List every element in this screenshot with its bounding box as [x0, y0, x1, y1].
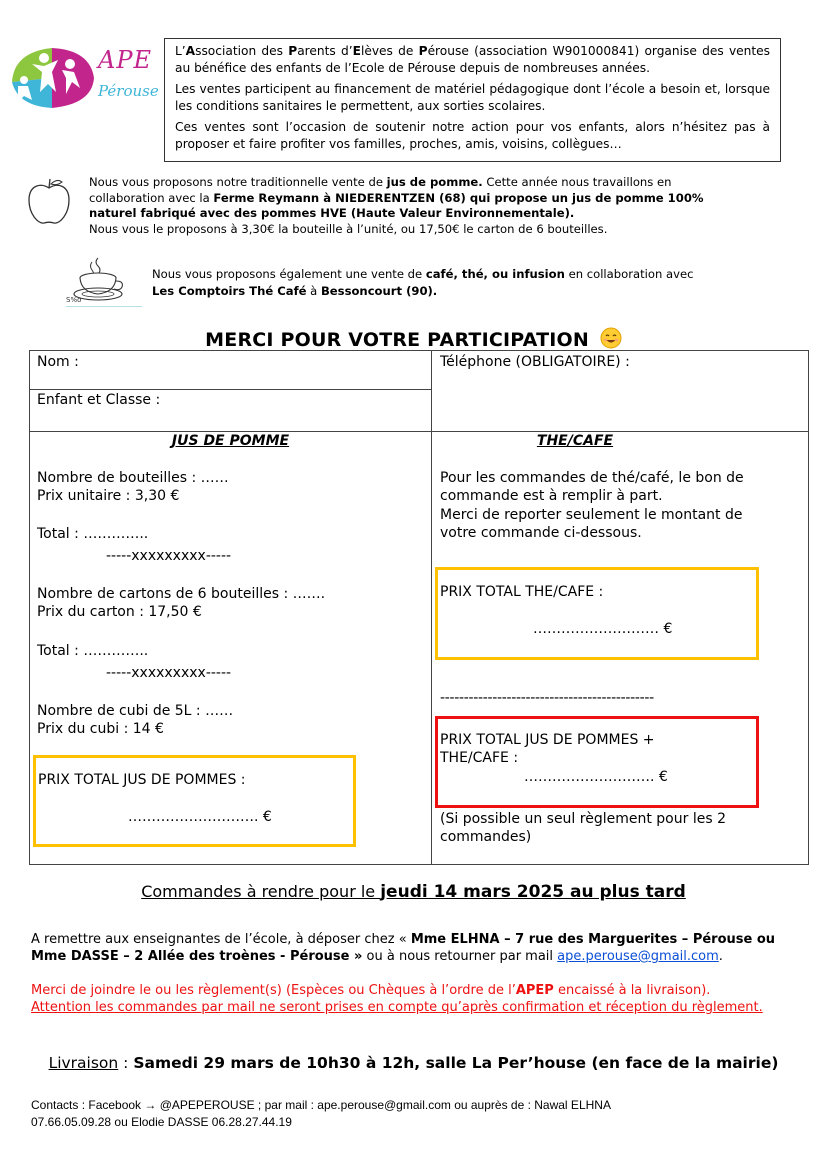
the-info-line: commande est à remplir à part.	[440, 488, 663, 504]
nom-field[interactable]: Nom :	[37, 354, 79, 370]
apple-icon	[26, 176, 72, 226]
separator: -----xxxxxxxxx-----	[106, 548, 232, 564]
contacts-line: Contacts : Facebook → @APEPEROUSE ; par mail : ape.perouse@gmail.com ou auprès de : Nawal ELHNA	[31, 1098, 611, 1112]
grand-total-label: PRIX TOTAL JUS DE POMMES +	[440, 732, 655, 748]
grand-total-value[interactable]: ………………………. €	[524, 769, 668, 785]
telephone-field[interactable]: Téléphone (OBLIGATOIRE) :	[440, 354, 630, 370]
total-the-label: PRIX TOTAL THE/CAFE :	[440, 584, 604, 600]
total-cartons-field[interactable]: Total : …………..	[37, 643, 149, 659]
intro-paragraph-2: Les ventes participent au financement de matériel pédagogique dont l’école a besoin et, lorsque les conditions sanitaires le permettent, aux sorties scolaires.	[175, 82, 770, 113]
total-the-value[interactable]: ……………………… €	[533, 621, 673, 637]
prix-carton: Prix du carton : 17,50 €	[37, 604, 202, 620]
ape-logo-icon	[8, 42, 98, 112]
apple-juice-description: Nous vous proposons notre traditionnelle vente de jus de pomme. Cette année nous travaillons en collaboration avec la Ferme Reymann à NIEDERENTZEN (68) qui propose un jus de pomme 100% naturel fabriqué avec des pommes HVE (Haute Valeur Environnementale). Nous vous le proposons à 3,30€ la bouteille à l’unité, ou 17,50€ le carton de 6 bouteilles.	[89, 175, 704, 236]
divider	[66, 306, 142, 307]
contacts-line: 07.66.05.09.28 ou Elodie DASSE 06.28.27.44.19	[31, 1114, 292, 1129]
smiley-icon	[600, 327, 622, 349]
jus-de-pomme-heading: JUS DE POMME	[171, 433, 290, 449]
intro-paragraph-3: Ces ventes sont l’occasion de soutenir notre action pour vos enfants, alors n’hésitez pas à proposer et faire profiter vos familles, proches, amis, voisins, collègues…	[175, 120, 770, 151]
prix-unitaire: Prix unitaire : 3,30 €	[37, 488, 180, 504]
nombre-cartons-field[interactable]: Nombre de cartons de 6 bouteilles : …….	[37, 586, 326, 602]
mail-warning: Attention les commandes par mail ne seront prises en compte qu’après confirmation et réception du règlement.	[31, 1000, 763, 1015]
intro-paragraph-1: L’Association des Parents d’Elèves de Pérouse (association W901000841) organise des ventes au bénéfice des enfants de l’Ecole de Pérouse depuis de nombreuses années.	[175, 44, 771, 75]
drop-off-instructions: A remettre aux enseignantes de l’école, à déposer chez « Mme ELHNA – 7 rue des Marguerites – Pérouse ou Mme DASSE – 2 Allée des troènes - Pérouse » ou à nous retourner par mail ape.perouse@gmail.com.	[31, 932, 776, 964]
grand-total-label: THE/CAFE :	[440, 750, 519, 766]
reglement-note: commandes)	[440, 829, 532, 845]
deadline: Commandes à rendre pour le jeudi 14 mars 2025 au plus tard	[141, 882, 686, 902]
column-divider	[431, 351, 432, 864]
row-divider	[30, 389, 431, 390]
row-divider	[30, 431, 808, 432]
coffee-cup-icon	[64, 256, 128, 306]
nombre-bouteilles-field[interactable]: Nombre de bouteilles : ……	[37, 470, 229, 486]
ape-logo	[8, 42, 163, 112]
total-jus-label: PRIX TOTAL JUS DE POMMES :	[38, 772, 246, 788]
total-jus-value[interactable]: ………………………. €	[128, 809, 272, 825]
enfant-classe-field[interactable]: Enfant et Classe :	[37, 392, 161, 408]
prix-cubi: Prix du cubi : 14 €	[37, 721, 164, 737]
total-jus-box[interactable]	[33, 755, 356, 847]
logo-perouse-text: Pérouse	[98, 82, 159, 100]
contacts	[31, 1097, 811, 1130]
the-cafe-heading: THE/CAFE	[536, 433, 614, 449]
grand-total-box[interactable]	[435, 716, 759, 808]
order-form	[29, 350, 809, 865]
total-the-box[interactable]	[435, 567, 759, 660]
logo-ape-text: APE	[98, 46, 152, 74]
intro-box	[164, 38, 781, 162]
payment-instructions: Merci de joindre le ou les règlement(s) (Espèces ou Chèques à l’ordre de l’APEP encaissé à la livraison). Attention les commandes par mail ne seront prises en compte qu’après confirmation et réception du règlement.	[31, 983, 763, 1015]
separator: ---------------------------------------------	[440, 690, 654, 706]
nombre-cubi-field[interactable]: Nombre de cubi de 5L : ……	[37, 703, 234, 719]
total-bouteilles-field[interactable]: Total : …………..	[37, 526, 149, 542]
reglement-note: (Si possible un seul règlement pour les 2	[440, 811, 726, 827]
the-info-line: votre commande ci-dessous.	[440, 525, 642, 541]
page-title: MERCI POUR VOTRE PARTICIPATION	[0, 327, 827, 351]
the-info-line: Pour les commandes de thé/café, le bon de	[440, 470, 744, 486]
cafe-description: Nous vous proposons également une vente de café, thé, ou infusion en collaboration avec Les Comptoirs Thé Café à Bessoncourt (90).	[152, 267, 694, 298]
the-info-line: Merci de reporter seulement le montant de	[440, 507, 743, 523]
delivery-info: Livraison : Samedi 29 mars de 10h30 à 12h, salle La Per’house (en face de la mairie)	[48, 1054, 779, 1072]
email-link[interactable]: ape.perouse@gmail.com	[557, 949, 719, 964]
svg-text:S%o: S%o	[66, 296, 82, 304]
separator: -----xxxxxxxxx-----	[106, 665, 232, 681]
